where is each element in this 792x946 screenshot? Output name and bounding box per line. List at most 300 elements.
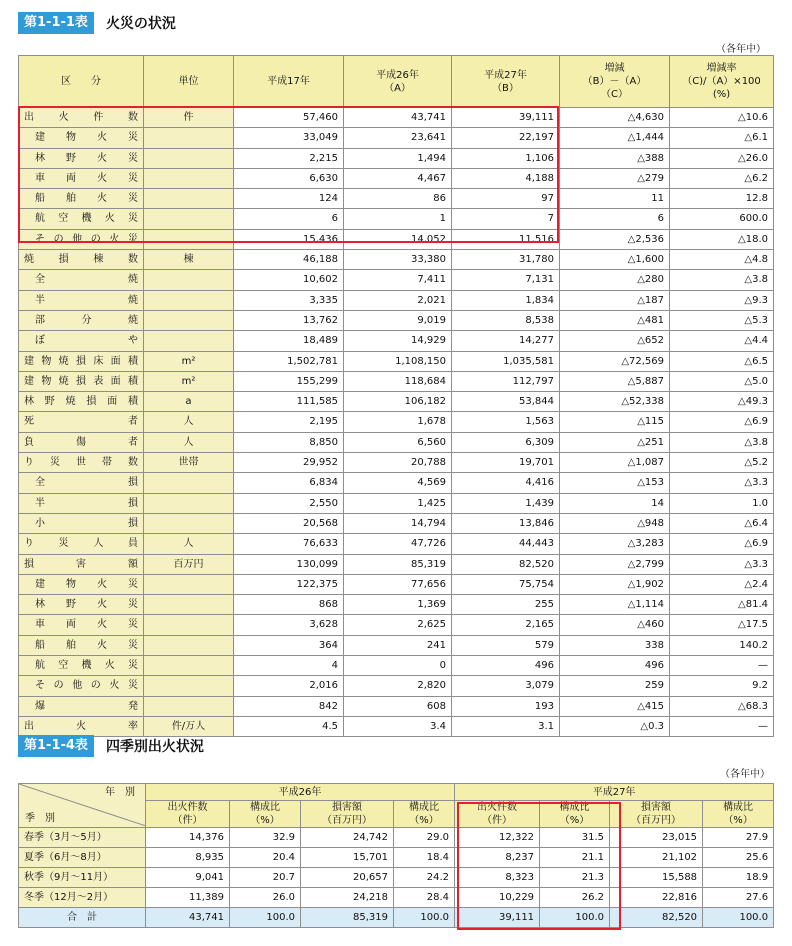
row-label-text: 車 両 火 災 [35, 172, 138, 184]
cell-h17: 10,602 [234, 270, 344, 290]
row-label [19, 290, 144, 310]
cell-rate: △3.8 [670, 432, 774, 452]
table-row [19, 310, 774, 330]
row-label [19, 310, 144, 330]
table-row [19, 250, 774, 270]
row-unit [144, 513, 234, 533]
cell-h17: 8,850 [234, 432, 344, 452]
cell-diff: △481 [560, 310, 670, 330]
row-label-text: 船 舶 火 災 [35, 639, 138, 651]
table4-title: 四季別出火状況 [105, 739, 204, 755]
cell-h27: 496 [452, 656, 560, 676]
row-label-text: そ の 他 の 火 災 [35, 233, 138, 245]
row-label [19, 432, 144, 452]
season-cell: 26.2 [540, 888, 610, 908]
row-unit [144, 128, 234, 148]
table-row [19, 848, 774, 868]
cell-h17: 29,952 [234, 453, 344, 473]
row-unit: 人 [144, 412, 234, 432]
season-label: 冬季（12月～2月） [19, 888, 146, 908]
table-row [19, 189, 774, 209]
season-cell: 100.0 [540, 908, 610, 928]
cell-h26: 85,319 [344, 554, 452, 574]
season-cell: 8,237 [455, 848, 540, 868]
table-row [19, 168, 774, 188]
cell-diff: △948 [560, 513, 670, 533]
row-unit [144, 473, 234, 493]
season-cell: 100.0 [230, 908, 301, 928]
column-header: 構成比 （%） [703, 801, 774, 828]
cell-h17: 2,215 [234, 148, 344, 168]
row-unit: 件 [144, 108, 234, 128]
row-label [19, 453, 144, 473]
row-label-text: 全 損 [35, 477, 138, 489]
header-h17: 平成17年 [234, 56, 344, 108]
cell-h17: 6 [234, 209, 344, 229]
cell-h17: 2,195 [234, 412, 344, 432]
column-header: 出火件数 （件） [455, 801, 540, 828]
table-row [19, 473, 774, 493]
season-cell: 18.9 [703, 868, 774, 888]
row-unit [144, 696, 234, 716]
cell-h17: 4.5 [234, 716, 344, 736]
table-row [19, 574, 774, 594]
row-label-text: 半 焼 [35, 294, 138, 306]
row-label-text: 航 空 機 火 災 [35, 213, 138, 225]
cell-h17: 111,585 [234, 392, 344, 412]
cell-h17: 3,335 [234, 290, 344, 310]
cell-h26: 2,625 [344, 615, 452, 635]
cell-h17: 13,762 [234, 310, 344, 330]
table-row [19, 716, 774, 736]
header-diff: 増減 （B）－（A） （C） [560, 56, 670, 108]
row-unit [144, 656, 234, 676]
row-unit: 世帯 [144, 453, 234, 473]
table-row [19, 392, 774, 412]
cell-h26: 608 [344, 696, 452, 716]
cell-rate: △6.9 [670, 534, 774, 554]
cell-diff: △0.3 [560, 716, 670, 736]
cell-h27: 1,563 [452, 412, 560, 432]
cell-h26: 14,794 [344, 513, 452, 533]
season-cell: 12,322 [455, 828, 540, 848]
row-label-text: 林 野 焼 損 面 積 [24, 396, 138, 408]
season-cell: 100.0 [394, 908, 455, 928]
row-label-text: 航 空 機 火 災 [35, 660, 138, 672]
cell-diff: △4,630 [560, 108, 670, 128]
row-label-text: 林 野 火 災 [35, 152, 138, 164]
cell-h26: 77,656 [344, 574, 452, 594]
cell-h17: 130,099 [234, 554, 344, 574]
cell-h26: 1 [344, 209, 452, 229]
season-cell: 28.4 [394, 888, 455, 908]
cell-diff: △460 [560, 615, 670, 635]
cell-diff: 496 [560, 656, 670, 676]
table-row [19, 696, 774, 716]
cell-diff: △279 [560, 168, 670, 188]
season-label: 春季（3月～5月） [19, 828, 146, 848]
cell-h17: 868 [234, 595, 344, 615]
cell-diff: △415 [560, 696, 670, 716]
row-label [19, 189, 144, 209]
cell-h26: 1,425 [344, 493, 452, 513]
row-label [19, 696, 144, 716]
row-label [19, 656, 144, 676]
row-unit: 百万円 [144, 554, 234, 574]
row-unit [144, 615, 234, 635]
table-row [19, 676, 774, 696]
cell-diff: △251 [560, 432, 670, 452]
cell-h26: 106,182 [344, 392, 452, 412]
cell-h17: 124 [234, 189, 344, 209]
cell-h27: 112,797 [452, 371, 560, 391]
cell-h17: 842 [234, 696, 344, 716]
row-label-text: 建 物 火 災 [35, 132, 138, 144]
cell-h26: 2,820 [344, 676, 452, 696]
cell-h17: 20,568 [234, 513, 344, 533]
cell-h27: 14,277 [452, 331, 560, 351]
cell-h17: 76,633 [234, 534, 344, 554]
season-cell: 27.6 [703, 888, 774, 908]
row-label-text: 出 火 率 [24, 720, 138, 732]
table-row [19, 229, 774, 249]
row-label [19, 128, 144, 148]
cell-h27: 13,846 [452, 513, 560, 533]
row-label-text: 負 傷 者 [24, 436, 138, 448]
season-cell: 15,588 [610, 868, 703, 888]
season-cell: 22,816 [610, 888, 703, 908]
cell-h26: 1,369 [344, 595, 452, 615]
cell-h17: 122,375 [234, 574, 344, 594]
season-cell: 25.6 [703, 848, 774, 868]
table-row [19, 635, 774, 655]
season-cell: 21.3 [540, 868, 610, 888]
cell-h27: 53,844 [452, 392, 560, 412]
cell-h27: 1,834 [452, 290, 560, 310]
cell-h26: 0 [344, 656, 452, 676]
row-label-text: 部 分 焼 [35, 314, 138, 326]
row-unit: 人 [144, 534, 234, 554]
cell-h26: 1,494 [344, 148, 452, 168]
table4-title-bar [18, 735, 204, 757]
season-label: 秋季（9月～11月） [19, 868, 146, 888]
table-row [19, 513, 774, 533]
header-rate: 増減率 （C)/（A）×100 (%) [670, 56, 774, 108]
cell-rate: △5.0 [670, 371, 774, 391]
table-row [19, 148, 774, 168]
season-label: 夏季（6月～8月） [19, 848, 146, 868]
row-label [19, 270, 144, 290]
season-cell: 31.5 [540, 828, 610, 848]
cell-diff: △280 [560, 270, 670, 290]
row-label [19, 412, 144, 432]
cell-h27: 193 [452, 696, 560, 716]
cell-diff: △153 [560, 473, 670, 493]
cell-h26: 6,560 [344, 432, 452, 452]
row-unit: 棟 [144, 250, 234, 270]
row-label-text: 半 損 [35, 497, 138, 509]
row-label-text: 車 両 火 災 [35, 619, 138, 631]
seasonal-fire-table [18, 783, 774, 928]
row-unit [144, 168, 234, 188]
cell-h26: 1,108,150 [344, 351, 452, 371]
row-label-text: ぼ や [35, 335, 138, 347]
cell-rate: 12.8 [670, 189, 774, 209]
column-header: 構成比 （%） [540, 801, 610, 828]
cell-h26: 86 [344, 189, 452, 209]
cell-diff: △1,087 [560, 453, 670, 473]
row-unit: 人 [144, 432, 234, 452]
season-cell: 9,041 [146, 868, 230, 888]
cell-h17: 33,049 [234, 128, 344, 148]
cell-h27: 3,079 [452, 676, 560, 696]
row-label-text: 死 者 [24, 416, 138, 428]
cell-diff: 6 [560, 209, 670, 229]
season-cell: 21,102 [610, 848, 703, 868]
table-row [19, 371, 774, 391]
row-unit [144, 635, 234, 655]
cell-rate: △81.4 [670, 595, 774, 615]
row-label [19, 108, 144, 128]
corner-year-label: 年 別 [105, 787, 135, 798]
cell-rate: 140.2 [670, 635, 774, 655]
cell-h27: 82,520 [452, 554, 560, 574]
cell-h26: 3.4 [344, 716, 452, 736]
table-row [19, 595, 774, 615]
cell-h27: 6,309 [452, 432, 560, 452]
cell-rate: △26.0 [670, 148, 774, 168]
cell-rate: △5.2 [670, 453, 774, 473]
row-unit [144, 209, 234, 229]
cell-h26: 14,052 [344, 229, 452, 249]
header-kubun: 区 分 [19, 56, 144, 108]
table-row [19, 615, 774, 635]
corner-cell [19, 784, 146, 828]
cell-rate: △49.3 [670, 392, 774, 412]
season-cell: 11,389 [146, 888, 230, 908]
cell-diff: △2,799 [560, 554, 670, 574]
column-header: 損害額 （百万円） [610, 801, 703, 828]
cell-diff: △1,600 [560, 250, 670, 270]
column-header: 出火件数 （件） [146, 801, 230, 828]
cell-diff: 259 [560, 676, 670, 696]
cell-h26: 9,019 [344, 310, 452, 330]
cell-h17: 57,460 [234, 108, 344, 128]
season-cell: 23,015 [610, 828, 703, 848]
row-unit: a [144, 392, 234, 412]
season-cell: 24.2 [394, 868, 455, 888]
cell-h17: 3,628 [234, 615, 344, 635]
season-cell: 8,935 [146, 848, 230, 868]
cell-h17: 6,834 [234, 473, 344, 493]
season-cell: 39,111 [455, 908, 540, 928]
season-cell: 15,701 [301, 848, 394, 868]
cell-diff: △5,887 [560, 371, 670, 391]
cell-diff: △72,569 [560, 351, 670, 371]
cell-h26: 43,741 [344, 108, 452, 128]
row-label [19, 229, 144, 249]
cell-h26: 118,684 [344, 371, 452, 391]
season-cell: 82,520 [610, 908, 703, 928]
cell-h27: 2,165 [452, 615, 560, 635]
cell-rate: △4.4 [670, 331, 774, 351]
row-unit [144, 331, 234, 351]
cell-h26: 14,929 [344, 331, 452, 351]
row-label-text: 出 火 件 数 [24, 112, 138, 123]
cell-h17: 364 [234, 635, 344, 655]
cell-diff: 11 [560, 189, 670, 209]
cell-rate: — [670, 716, 774, 736]
cell-h27: 255 [452, 595, 560, 615]
row-label [19, 513, 144, 533]
row-label-text: 損 害 額 [24, 558, 138, 570]
row-unit: m² [144, 351, 234, 371]
table-row [19, 888, 774, 908]
cell-diff: △1,902 [560, 574, 670, 594]
cell-h26: 47,726 [344, 534, 452, 554]
season-cell: 8,323 [455, 868, 540, 888]
cell-h26: 23,641 [344, 128, 452, 148]
row-label-text: 小 損 [35, 517, 138, 529]
season-label: 合 計 [19, 908, 146, 928]
row-label [19, 351, 144, 371]
table1-title-bar [18, 12, 176, 34]
table1-badge: 第1-1-1表 [18, 12, 94, 34]
season-cell: 24,218 [301, 888, 394, 908]
cell-rate: △6.5 [670, 351, 774, 371]
row-unit [144, 229, 234, 249]
cell-h17: 2,550 [234, 493, 344, 513]
row-label [19, 676, 144, 696]
cell-h17: 1,502,781 [234, 351, 344, 371]
row-label-text: り 災 世 帯 数 [24, 457, 138, 469]
row-label [19, 331, 144, 351]
cell-h17: 6,630 [234, 168, 344, 188]
table-row [19, 108, 774, 128]
header-h27: 平成27年 （B） [452, 56, 560, 108]
cell-h17: 18,489 [234, 331, 344, 351]
cell-diff: △1,444 [560, 128, 670, 148]
cell-h27: 11,516 [452, 229, 560, 249]
cell-diff: △52,338 [560, 392, 670, 412]
cell-h17: 155,299 [234, 371, 344, 391]
season-cell: 24,742 [301, 828, 394, 848]
table-row [19, 554, 774, 574]
cell-h27: 19,701 [452, 453, 560, 473]
row-unit: 件/万人 [144, 716, 234, 736]
cell-diff: △388 [560, 148, 670, 168]
season-cell: 29.0 [394, 828, 455, 848]
table-row [19, 270, 774, 290]
row-unit [144, 574, 234, 594]
cell-h27: 8,538 [452, 310, 560, 330]
table-row [19, 351, 774, 371]
row-label [19, 554, 144, 574]
cell-h27: 4,416 [452, 473, 560, 493]
cell-h27: 22,197 [452, 128, 560, 148]
cell-h26: 4,569 [344, 473, 452, 493]
row-unit [144, 595, 234, 615]
season-cell: 10,229 [455, 888, 540, 908]
cell-rate: △4.8 [670, 250, 774, 270]
table-row [19, 209, 774, 229]
row-unit [144, 493, 234, 513]
season-cell: 85,319 [301, 908, 394, 928]
cell-rate: △5.3 [670, 310, 774, 330]
season-cell: 21.1 [540, 848, 610, 868]
row-unit: m² [144, 371, 234, 391]
season-cell: 20.4 [230, 848, 301, 868]
row-label-text: 船 舶 火 災 [35, 193, 138, 205]
row-label [19, 574, 144, 594]
cell-rate: △3.3 [670, 554, 774, 574]
row-unit [144, 290, 234, 310]
cell-h26: 1,678 [344, 412, 452, 432]
cell-h26: 4,467 [344, 168, 452, 188]
table-row [19, 493, 774, 513]
season-cell: 26.0 [230, 888, 301, 908]
table-row [19, 453, 774, 473]
row-unit [144, 676, 234, 696]
corner-season-label: 季 別 [25, 813, 55, 824]
row-label [19, 250, 144, 270]
row-unit [144, 270, 234, 290]
table1-title: 火災の状況 [105, 16, 176, 32]
fire-status-table-body [19, 108, 774, 737]
season-cell: 14,376 [146, 828, 230, 848]
year-h27-header: 平成27年 [455, 784, 774, 801]
fire-status-table [18, 55, 774, 737]
table-row [19, 828, 774, 848]
cell-rate: △6.1 [670, 128, 774, 148]
cell-rate: △3.8 [670, 270, 774, 290]
row-label [19, 168, 144, 188]
cell-diff: △2,536 [560, 229, 670, 249]
cell-h27: 31,780 [452, 250, 560, 270]
cell-h26: 20,788 [344, 453, 452, 473]
row-label [19, 534, 144, 554]
cell-diff: △187 [560, 290, 670, 310]
table-row [19, 868, 774, 888]
header-unit: 単位 [144, 56, 234, 108]
cell-rate: △9.3 [670, 290, 774, 310]
cell-h27: 7,131 [452, 270, 560, 290]
season-cell: 20,657 [301, 868, 394, 888]
cell-rate: — [670, 656, 774, 676]
row-label-text: 建 物 火 災 [35, 578, 138, 590]
row-label [19, 371, 144, 391]
cell-rate: △18.0 [670, 229, 774, 249]
cell-diff: △1,114 [560, 595, 670, 615]
cell-h26: 2,021 [344, 290, 452, 310]
header-h26: 平成26年 （A） [344, 56, 452, 108]
row-label-text: り 災 人 員 [24, 538, 138, 550]
row-label-text: 建 物 焼 損 表 面 積 [24, 375, 138, 387]
cell-diff: 338 [560, 635, 670, 655]
row-label-text: 焼 損 棟 数 [24, 254, 138, 266]
cell-h27: 1,439 [452, 493, 560, 513]
row-label-text: そ の 他 の 火 災 [35, 680, 138, 692]
season-cell: 43,741 [146, 908, 230, 928]
table-row [19, 331, 774, 351]
cell-rate: 1.0 [670, 493, 774, 513]
cell-h17: 15,436 [234, 229, 344, 249]
cell-h27: 1,035,581 [452, 351, 560, 371]
cell-h27: 4,188 [452, 168, 560, 188]
table-row [19, 290, 774, 310]
cell-h27: 579 [452, 635, 560, 655]
row-label-text: 林 野 火 災 [35, 599, 138, 611]
